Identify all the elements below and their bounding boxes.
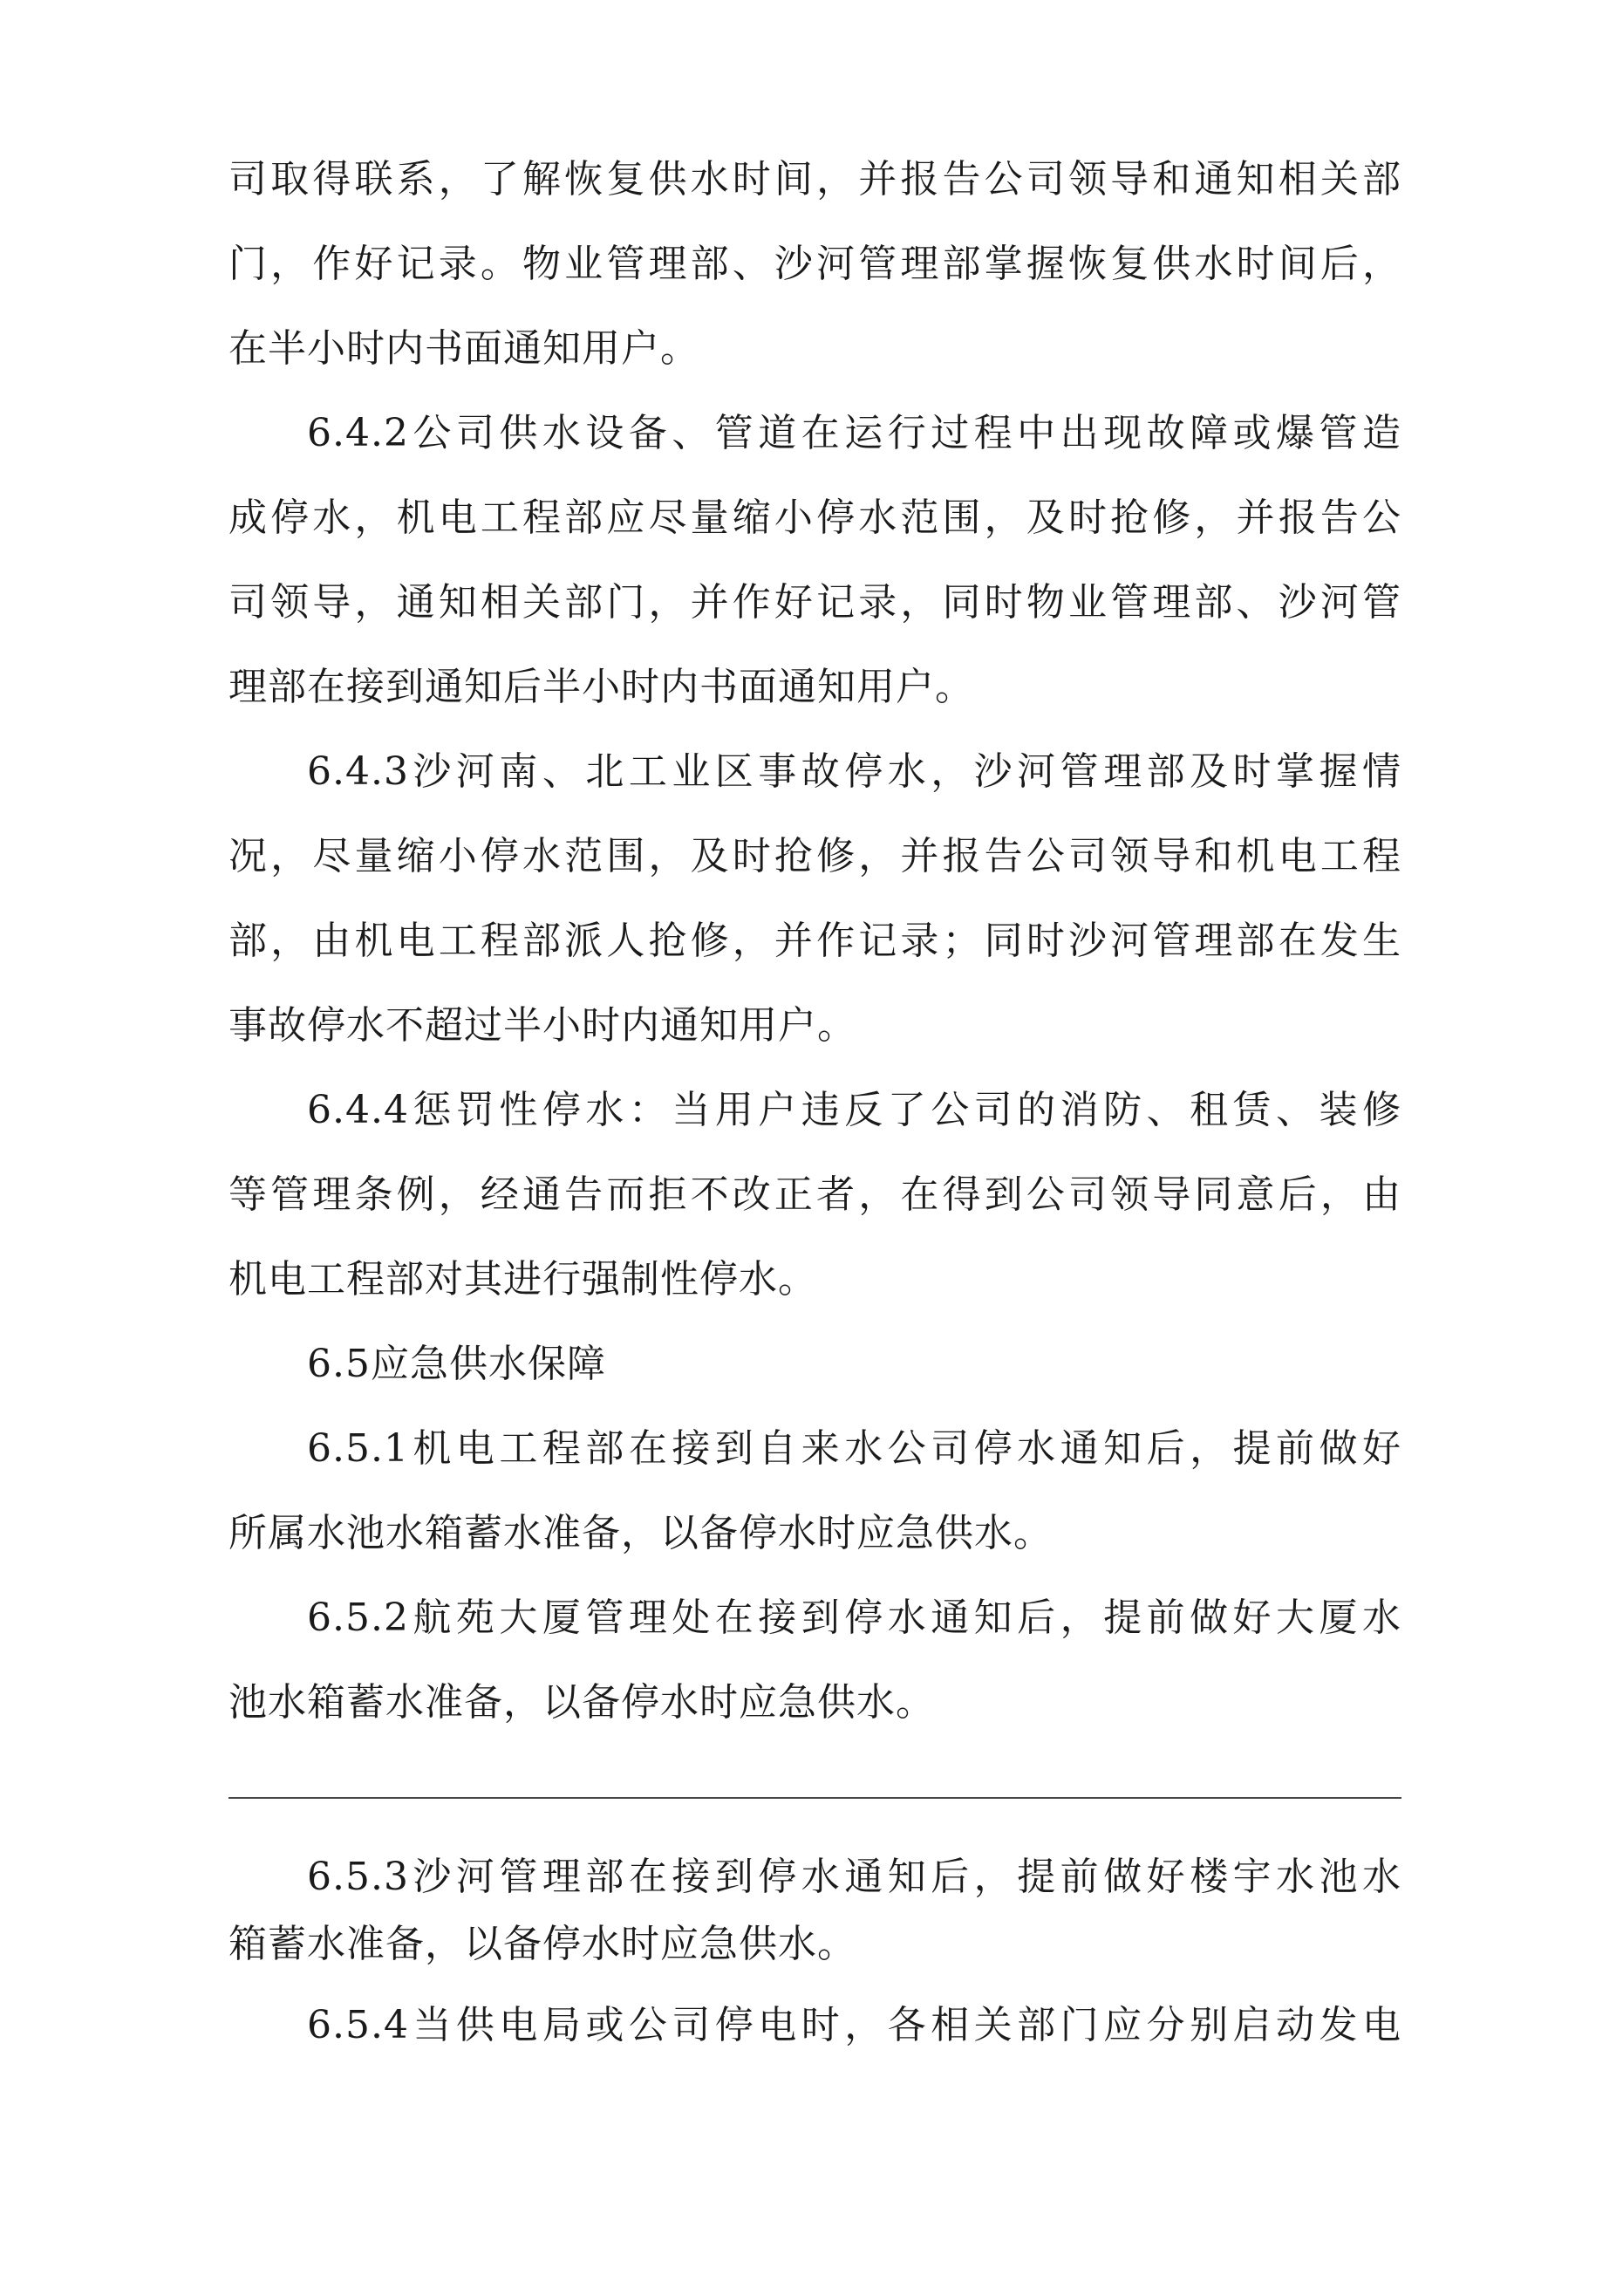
page-separator (228, 1797, 1401, 1799)
paragraph-line: 6.5.4当供电局或公司停电时，各相关部门应分别启动发电 (307, 2003, 1401, 2047)
paragraph-line: 6.5.3沙河管理部在接到停水通知后，提前做好楼宇水池水 (307, 1855, 1401, 1899)
paragraph-line: 门，作好记录。物业管理部、沙河管理部掌握恢复供水时间后， (228, 242, 1401, 286)
paragraph-line: 所属水池水箱蓄水准备，以备停水时应急供水。 (228, 1511, 1053, 1555)
paragraph-line: 6.4.3沙河南、北工业区事故停水，沙河管理部及时掌握情 (307, 749, 1401, 794)
section-heading: 6.5应急供水保障 (307, 1342, 606, 1386)
paragraph-line: 理部在接到通知后半小时内书面通知用户。 (228, 665, 974, 709)
paragraph-line: 况，尽量缩小停水范围，及时抢修，并报告公司领导和机电工程 (228, 834, 1401, 878)
paragraph-line: 等管理条例，经通告而拒不改正者，在得到公司领导同意后，由 (228, 1172, 1401, 1217)
paragraph-line: 6.5.1机电工程部在接到自来水公司停水通知后，提前做好 (307, 1426, 1401, 1471)
paragraph-line: 池水箱蓄水准备，以备停水时应急供水。 (228, 1680, 935, 1725)
paragraph-line: 部，由机电工程部派人抢修，并作记录；同时沙河管理部在发生 (228, 919, 1401, 963)
paragraph-line: 6.5.2航苑大厦管理处在接到停水通知后，提前做好大厦水 (307, 1596, 1401, 1640)
paragraph-line: 6.4.4惩罚性停水：当用户违反了公司的消防、租赁、装修 (307, 1088, 1401, 1132)
paragraph-line: 司取得联系，了解恢复供水时间，并报告公司领导和通知相关部 (228, 157, 1401, 202)
paragraph-line: 成停水，机电工程部应尽量缩小停水范围，及时抢修，并报告公 (228, 495, 1401, 540)
paragraph-line: 箱蓄水准备，以备停水时应急供水。 (228, 1922, 856, 1966)
paragraph-line: 事故停水不超过半小时内通知用户。 (228, 1003, 856, 1048)
paragraph-line: 6.4.2公司供水设备、管道在运行过程中出现故障或爆管造 (307, 411, 1401, 455)
paragraph-line: 在半小时内书面通知用户。 (228, 326, 699, 371)
paragraph-line: 司领导，通知相关部门，并作好记录，同时物业管理部、沙河管 (228, 580, 1401, 625)
paragraph-line: 机电工程部对其进行强制性停水。 (228, 1257, 817, 1302)
